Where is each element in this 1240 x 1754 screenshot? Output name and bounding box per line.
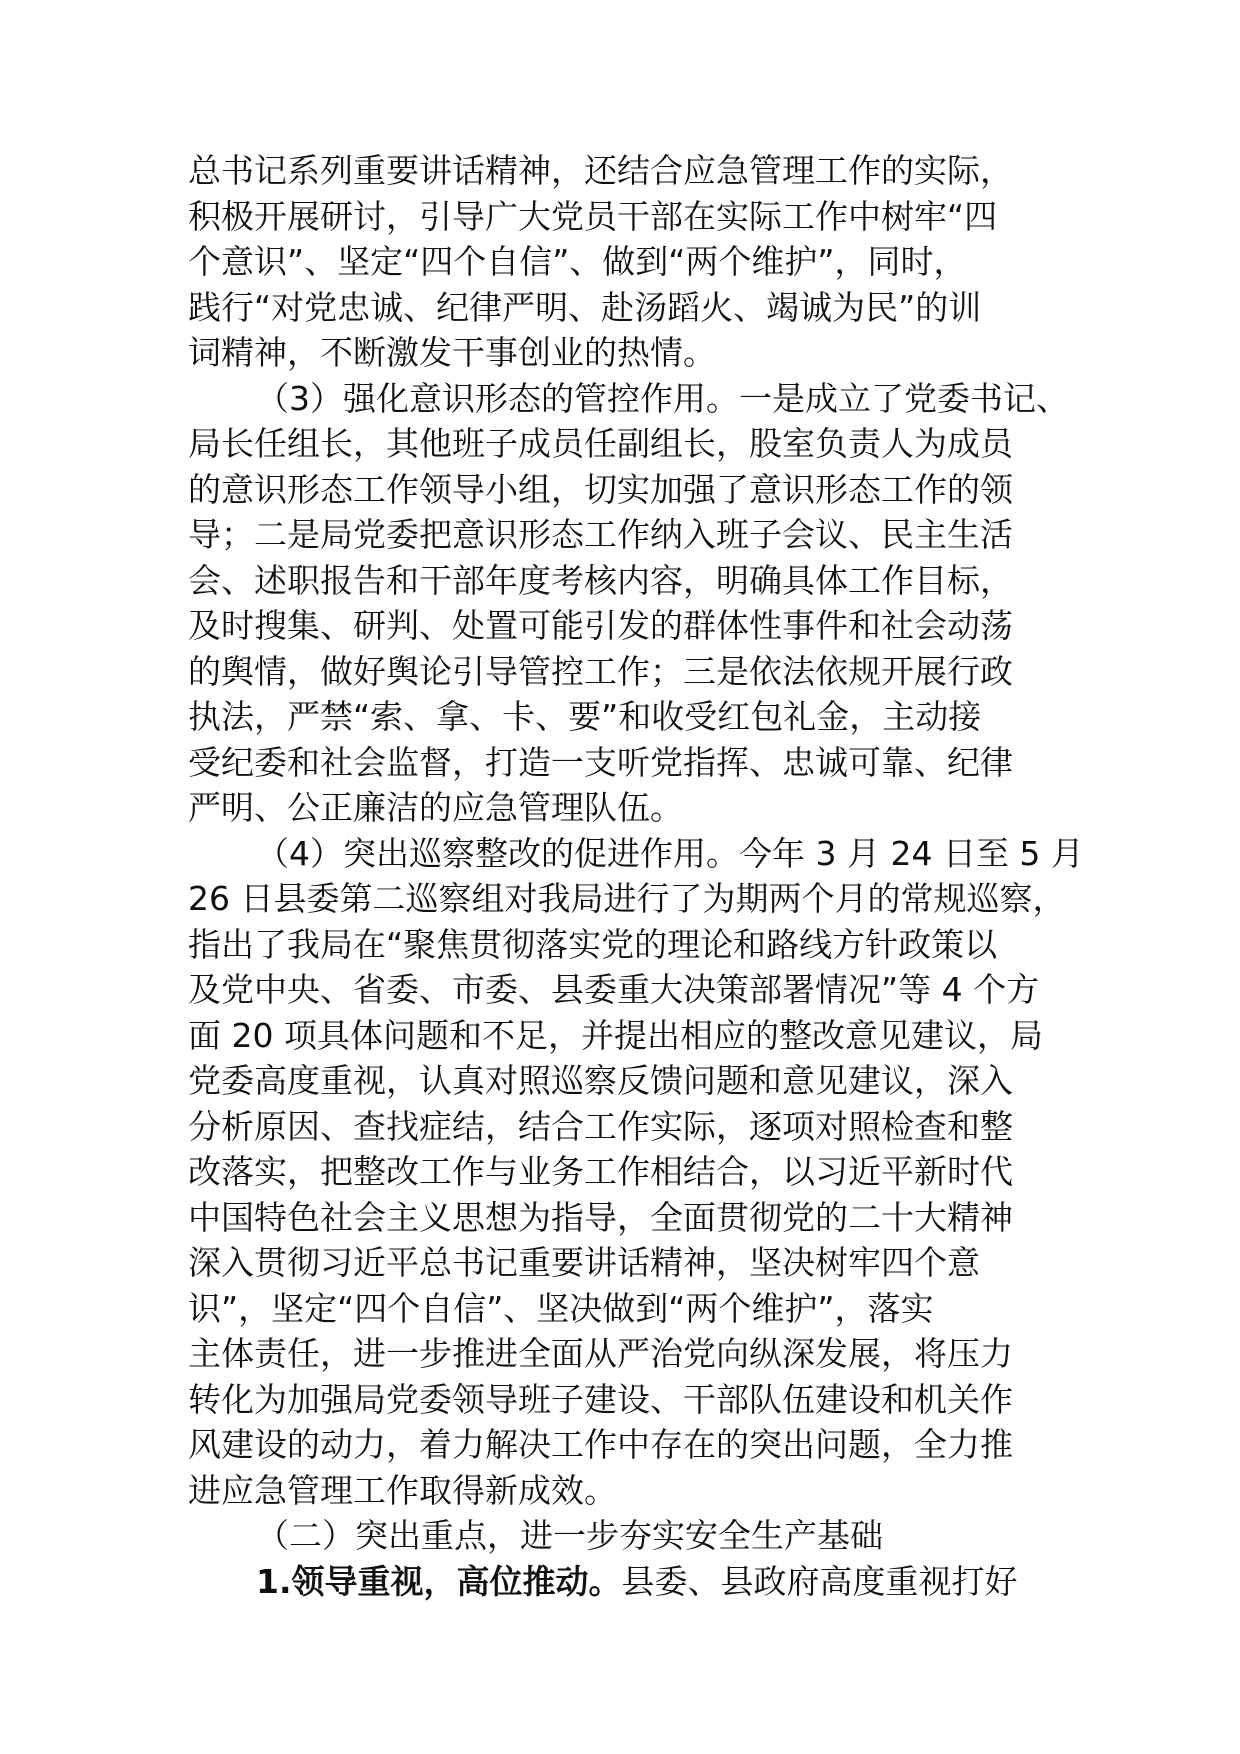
text-line: 个意识”、坚定“四个自信”、做到“两个维护”，同时， (188, 242, 967, 281)
paragraph-4-first-line: （4）突出巡察整改的促进作用。今年 3 月 24 日至 5 月 (256, 833, 1084, 873)
text-line: 受纪委和社会监督，打造一支听党指挥、忠诚可靠、纪律 (188, 742, 1013, 782)
text-line: 主体责任，进一步推进全面从严治党向纵深发展，将压力 (188, 1334, 1013, 1373)
text-line: 严明、公正廉洁的应急管理队伍。 (188, 788, 683, 827)
text-line: 及时搜集、研判、处置可能引发的群体性事件和社会动荡 (188, 606, 1013, 645)
text-line: 总书记系列重要讲话精神，还结合应急管理工作的实际， (188, 151, 1013, 190)
text-line: 词精神，不断激发干事创业的热情。 (188, 333, 716, 372)
text-line: 改落实，把整改工作与业务工作相结合，以习近平新时代 (188, 1152, 1013, 1191)
text-line: 的舆情，做好舆论引导管控工作；三是依法依规开展行政 (188, 651, 1013, 691)
text-line: 识”，坚定“四个自信”、坚决做到“两个维护”，落实 (188, 1288, 934, 1328)
text-line: 进应急管理工作取得新成效。 (188, 1470, 617, 1510)
subsection-text: 县委、县政府高度重视打好 (621, 1561, 1018, 1601)
text-line: 分析原因、查找症结，结合工作实际，逐项对照检查和整 (188, 1106, 1013, 1146)
paragraph-3-first-line: （3）强化意识形态的管控作用。一是成立了党委书记、 (256, 378, 1069, 418)
text-line: 26 日县委第二巡察组对我局进行了为期两个月的常规巡察， (188, 879, 1066, 918)
text-line: 党委高度重视，认真对照巡察反馈问题和意见建议，深入 (188, 1061, 1013, 1100)
subsection-line (188, 1559, 1068, 1605)
section-heading: （二）突出重点，进一步夯实安全生产基础 (256, 1516, 883, 1555)
text-line: 及党中央、省委、市委、县委重大决策部署情况”等 4 个方 (188, 970, 1040, 1009)
text-line: 导；二是局党委把意识形态工作纳入班子会议、民主生活 (188, 515, 1013, 554)
text-line: 的意识形态工作领导小组，切实加强了意识形态工作的领 (188, 469, 1013, 509)
text-line: 会、述职报告和干部年度考核内容，明确具体工作目标， (188, 560, 1013, 600)
text-line: 面 20 项具体问题和不足，并提出相应的整改意见建议，局 (188, 1015, 1043, 1055)
text-line: 局长任组长，其他班子成员任副组长，股室负责人为成员 (188, 424, 1013, 463)
document-body (188, 148, 1084, 1604)
text-line: 执法，严禁“索、拿、卡、要”和收受红包礼金，主动接 (188, 697, 982, 736)
text-line: 中国特色社会主义思想为指导，全面贯彻党的二十大精神 (188, 1197, 1013, 1237)
text-line: 践行“对党忠诚、纪律严明、赴汤蹈火、竭诚为民”的训 (188, 287, 982, 327)
text-line: 转化为加强局党委领导班子建设、干部队伍建设和机关作 (188, 1379, 1013, 1419)
text-line: 积极开展研讨，引导广大党员干部在实际工作中树牢“四 (188, 196, 998, 236)
subsection-title: 1.领导重视，高位推动。 (256, 1561, 622, 1601)
text-line: 深入贯彻习近平总书记重要讲话精神，坚决树牢四个意 (188, 1243, 980, 1282)
text-line: 风建设的动力，着力解决工作中存在的突出问题，全力推 (188, 1425, 1013, 1464)
text-line: 指出了我局在“聚焦贯彻落实党的理论和路线方针政策以 (188, 924, 998, 964)
